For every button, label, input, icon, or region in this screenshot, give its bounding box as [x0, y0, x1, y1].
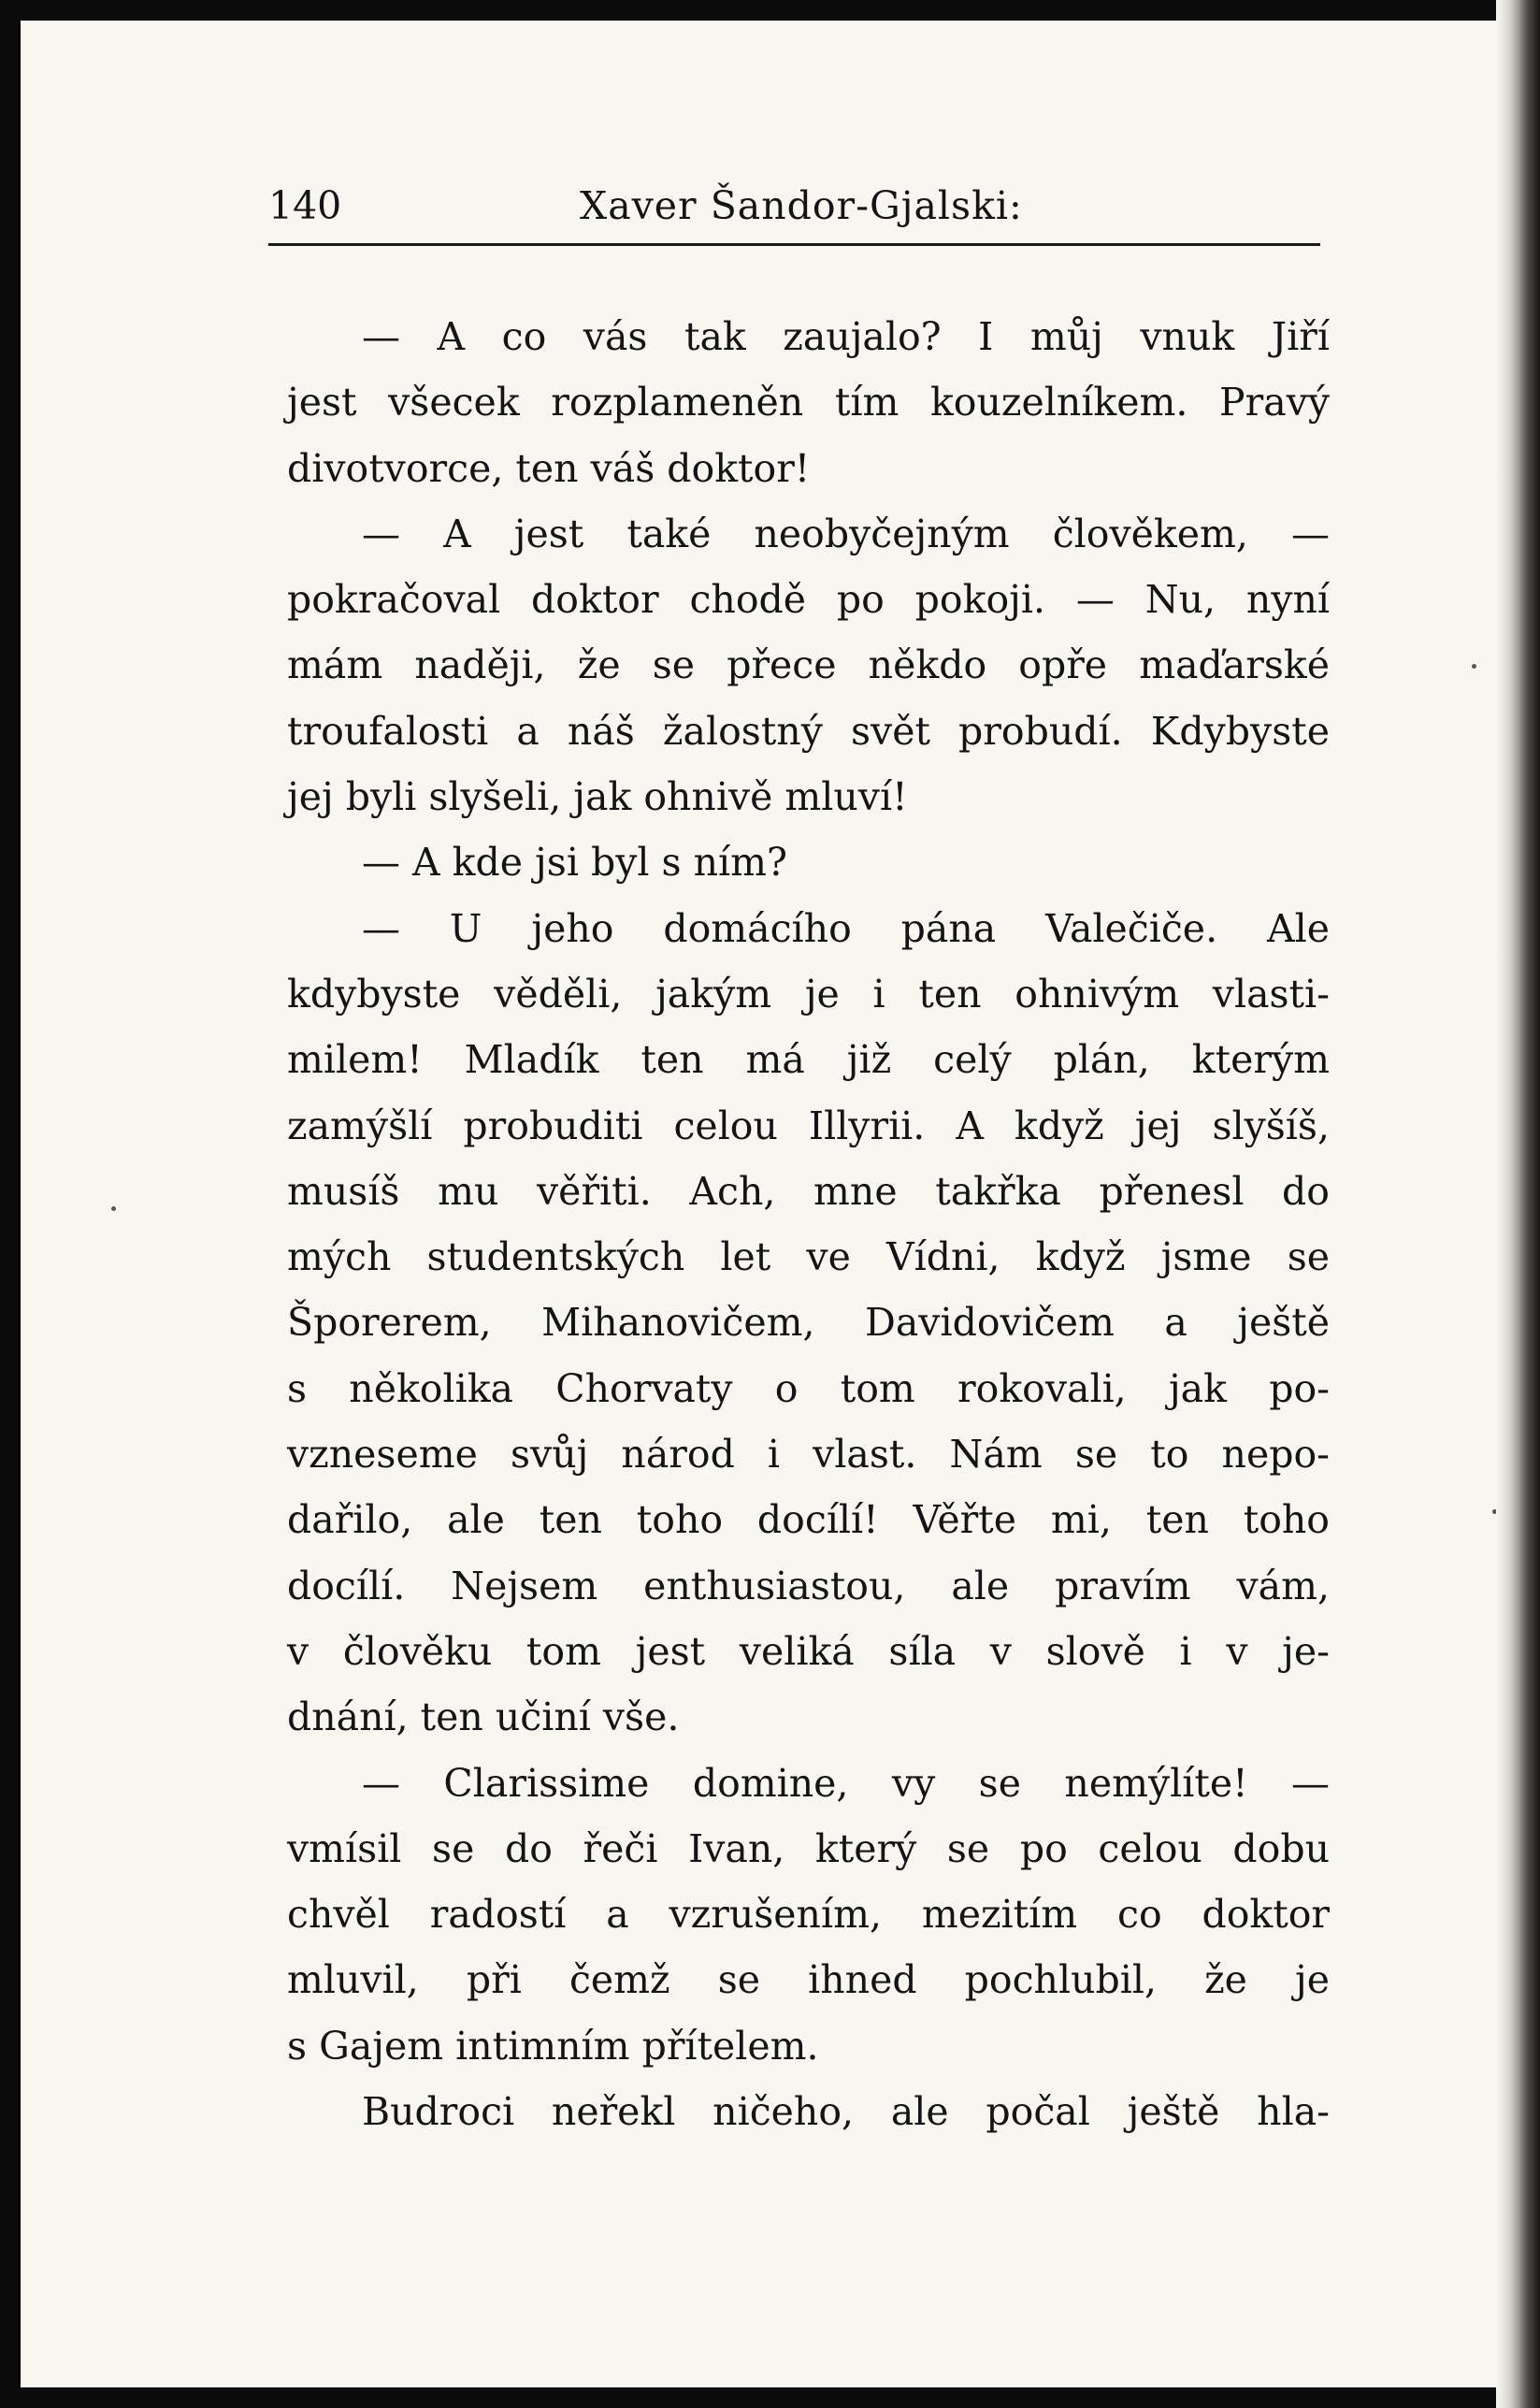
text-line: — Clarissime domine, vy se nemýlíte! —	[362, 1760, 1330, 1806]
text-line: mám naději, že se přece někdo opře maďarské	[287, 642, 1330, 688]
text-line: v člověku tom jest veliká síla v slově i v je-	[287, 1628, 1330, 1674]
page-number: 140	[268, 183, 342, 228]
text-line: jest všecek rozplameněn tím kouzelníkem. Pravý	[287, 380, 1330, 425]
scan-top-border	[0, 0, 1540, 21]
text-line: musíš mu věřiti. Ach, mne takřka přenesl do	[287, 1168, 1330, 1214]
header-rule	[268, 243, 1320, 246]
text-line: dnání, ten učiní vše.	[287, 1694, 680, 1740]
text-line: — U jeho domácího pána Valečiče. Ale	[362, 905, 1330, 951]
running-head	[268, 178, 1320, 234]
text-line: s Gajem intimním přítelem.	[287, 2023, 819, 2069]
text-line: kdybyste věděli, jakým je i ten ohnivým vlasti-	[287, 971, 1330, 1017]
paper-speck	[1472, 664, 1476, 669]
text-line: pokračoval doktor chodě po pokoji. — Nu, nyní	[287, 577, 1330, 623]
text-line: divotvorce, ten váš doktor!	[287, 445, 811, 491]
text-line: Šporerem, Mihanovičem, Davidovičem a ještě	[287, 1300, 1330, 1346]
text-line: mých studentských let ve Vídni, když jsme se	[287, 1234, 1330, 1280]
paper-speck	[111, 1206, 116, 1211]
text-line: vmísil se do řeči Ivan, který se po celou dobu	[287, 1825, 1330, 1871]
text-line: vzneseme svůj národ i vlast. Nám se to nepo-	[287, 1432, 1330, 1478]
text-line: troufalosti a náš žalostný svět probudí. Kdybyste	[287, 708, 1330, 754]
text-line: — A jest také neobyčejným člověkem, —	[362, 511, 1330, 556]
text-line: dařilo, ale ten toho docílí! Věřte mi, ten toho	[287, 1497, 1330, 1543]
text-line: — A kde jsi byl s ním?	[362, 840, 787, 886]
text-line: docílí. Nejsem enthusiastou, ale pravím vám,	[287, 1563, 1330, 1608]
page-edge-shadow	[1496, 0, 1540, 2408]
text-line: s několika Chorvaty o tom rokovali, jak po-	[287, 1365, 1330, 1411]
running-title: Xaver Šandor-Gjalski:	[580, 183, 1023, 228]
text-line: chvěl radostí a vzrušením, mezitím co doktor	[287, 1892, 1330, 1938]
body-text	[287, 304, 1330, 2144]
text-line: jej byli slyšeli, jak ohnivě mluví!	[287, 774, 908, 820]
text-line: zamýšlí probuditi celou Illyrii. A když jej slyšíš,	[287, 1103, 1330, 1148]
text-line: milem! Mladík ten má již celý plán, kterým	[287, 1037, 1330, 1083]
text-line: mluvil, při čemž se ihned pochlubil, že je	[287, 1957, 1330, 2003]
text-line: — A co vás tak zaujalo? I můj vnuk Jiří	[362, 314, 1330, 359]
text-line: Budroci neřekl ničeho, ale počal ještě hla-	[362, 2089, 1330, 2135]
